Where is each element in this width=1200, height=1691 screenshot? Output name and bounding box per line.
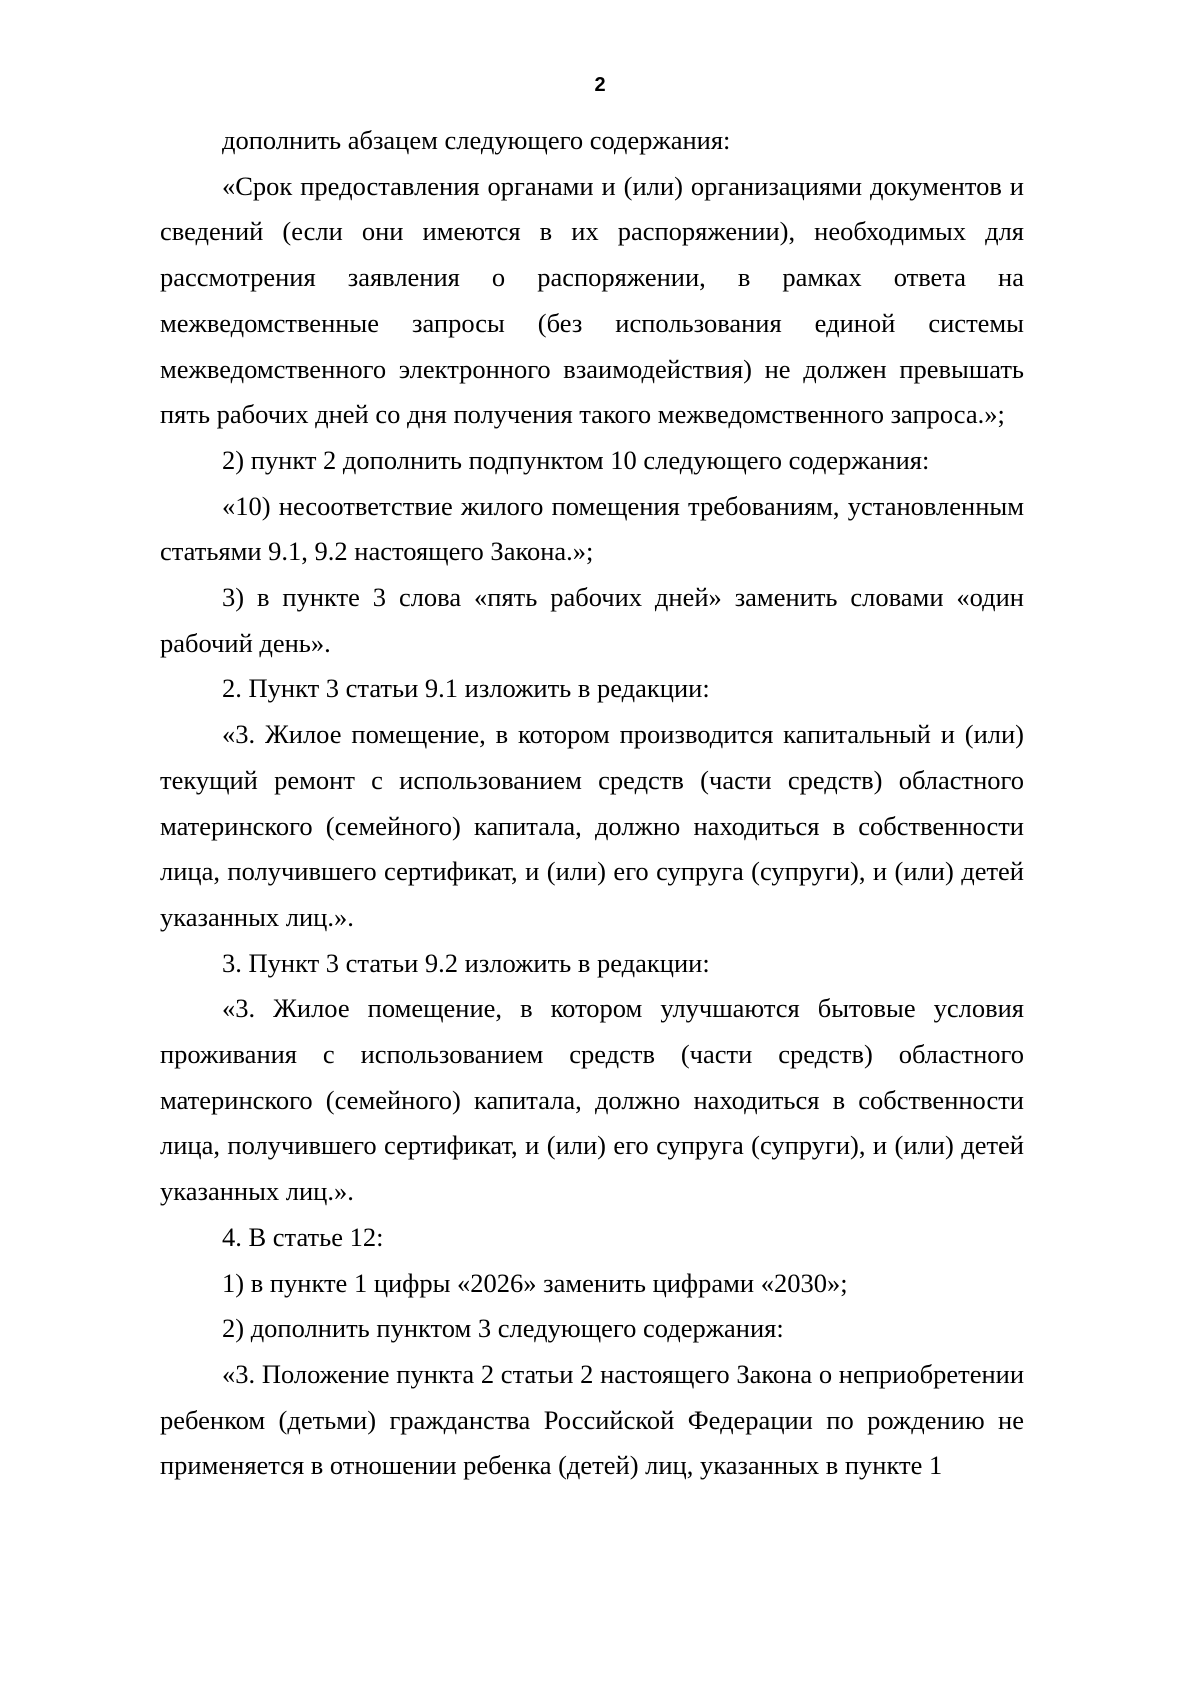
paragraph-5: 3) в пункте 3 слова «пять рабочих дней» заменить словами «один рабочий день». [160, 582, 1024, 658]
paragraph-8: 3. Пункт 3 статьи 9.2 изложить в редакции: [222, 947, 710, 978]
paragraph-4: «10) несоответствие жилого помещения требованиям, установленным статьями 9.1, 9.2 настоящего Закона.»; [160, 490, 1024, 567]
paragraph-9: «3. Жилое помещение, в котором улучшаются бытовые условия проживания с использованием средств (части средств) областного материнского (семейного) капитала, должно находиться в собственности лица, получившего сертификат, и (или) его супруга (супруги), и (или) детей указанных лиц.». [160, 993, 1024, 1207]
paragraph-11: 1) в пункте 1 цифры «2026» заменить цифрами «2030»; [222, 1267, 848, 1298]
page-number: 2 [594, 74, 606, 96]
paragraph-10: 4. В статье 12: [222, 1221, 384, 1252]
paragraph-2: «Срок предоставления органами и (или) организациями документов и сведений (если они имеются в их распоряжении), необходимых для рассмотрения заявления о распоряжении, в рамках ответа на межведомственные запросы (без использования единой системы межведомственного электронного взаимодействия) не должен превышать пять рабочих дней со дня получения такого межведомственного запроса.»; [160, 170, 1024, 430]
paragraph-6: 2. Пункт 3 статьи 9.1 изложить в редакции: [222, 673, 710, 704]
paragraph-3: 2) пункт 2 дополнить подпунктом 10 следующего содержания: [222, 444, 930, 475]
paragraph-7: «3. Жилое помещение, в котором производится капитальный и (или) текущий ремонт с использованием средств (части средств) областного материнского (семейного) капитала, должно находиться в собственности лица, получившего сертификат, и (или) его супруга (супруги), и (или) детей указанных лиц.». [160, 719, 1024, 932]
paragraph-13: «3. Положение пункта 2 статьи 2 настоящего Закона о неприобретении ребенком (детьми) гражданства Российской Федерации по рождению не применяется в отношении ребенка (детей) лиц, указанных в пункте 1 [160, 1358, 1024, 1481]
paragraph-12: 2) дополнить пунктом 3 следующего содержания: [222, 1313, 784, 1344]
paragraph-1: дополнить абзацем следующего содержания: [222, 125, 731, 155]
document-body [160, 118, 1024, 1489]
